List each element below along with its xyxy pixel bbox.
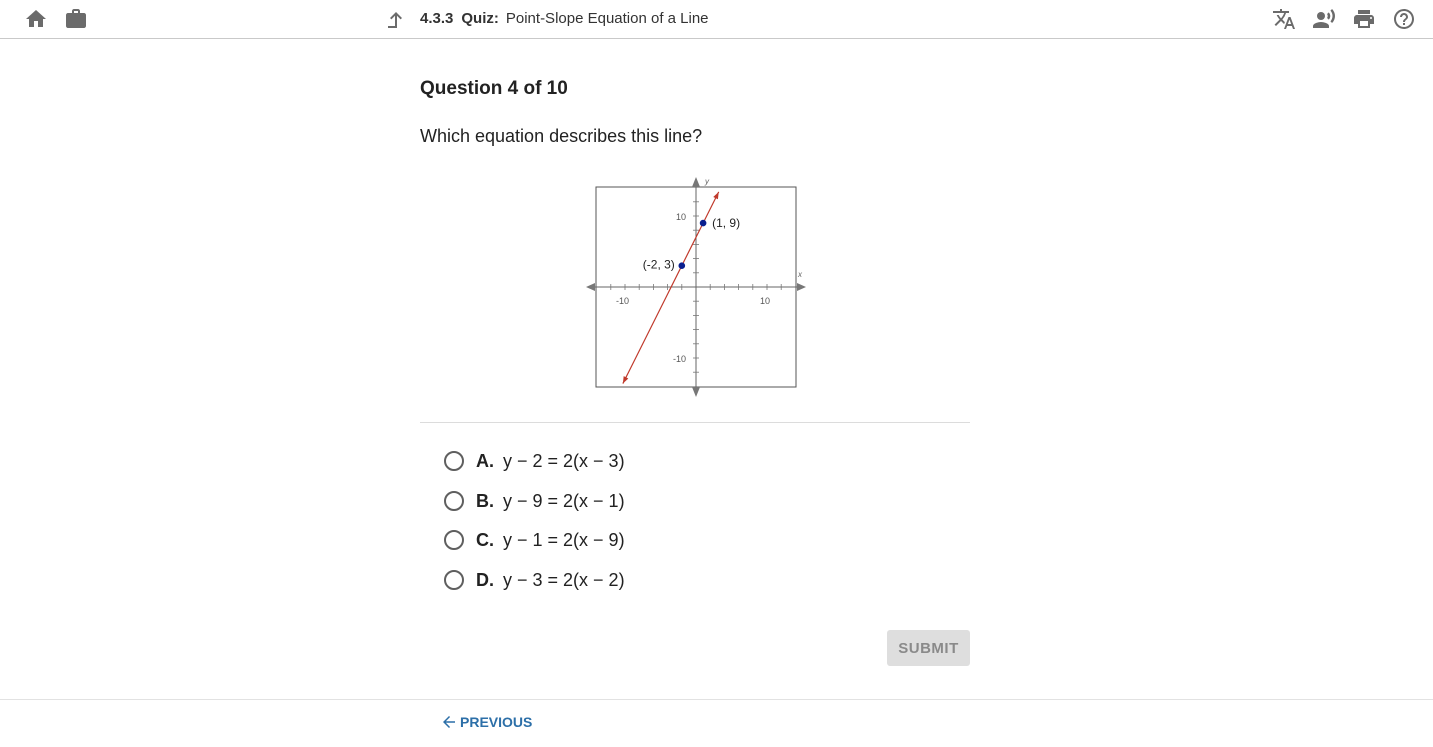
line-arrow-bottom bbox=[623, 376, 628, 383]
x-axis-arrow-right bbox=[797, 283, 806, 291]
radio-d[interactable] bbox=[444, 570, 464, 590]
return-arrow-icon[interactable] bbox=[384, 7, 408, 31]
read-aloud-icon[interactable] bbox=[1312, 7, 1336, 31]
radio-c[interactable] bbox=[444, 530, 464, 550]
y-axis-arrow-down bbox=[692, 387, 700, 397]
lesson-code: 4.3.3 bbox=[420, 10, 454, 27]
home-icon[interactable] bbox=[24, 7, 48, 31]
choice-d[interactable] bbox=[444, 565, 625, 595]
choice-b-equation: y − 9 = 2(x − 1) bbox=[503, 490, 625, 511]
question-prompt: Which equation describes this line? bbox=[420, 126, 703, 146]
line-arrow-top bbox=[713, 192, 718, 199]
y-axis-label: y bbox=[705, 177, 709, 186]
arrow-left-icon bbox=[440, 713, 458, 731]
choice-a-equation: y − 2 = 2(x − 3) bbox=[503, 450, 625, 471]
choice-c-equation: y − 1 = 2(x − 9) bbox=[503, 529, 625, 550]
submit-button[interactable]: SUBMIT bbox=[887, 630, 970, 666]
choice-a-letter: A. bbox=[476, 450, 494, 471]
choice-a[interactable] bbox=[444, 446, 625, 476]
previous-label: PREVIOUS bbox=[460, 714, 533, 730]
previous-button[interactable] bbox=[440, 713, 532, 731]
y-tick-label-neg10: -10 bbox=[673, 354, 687, 364]
question-number: Question 4 of 10 bbox=[420, 78, 568, 99]
print-icon[interactable] bbox=[1352, 7, 1376, 31]
help-icon[interactable] bbox=[1392, 7, 1416, 31]
quiz-title bbox=[420, 10, 709, 27]
x-tick-label-neg10: -10 bbox=[616, 296, 630, 306]
quiz-label: Quiz: bbox=[461, 10, 499, 27]
radio-b[interactable] bbox=[444, 491, 464, 511]
choice-c-letter: C. bbox=[476, 529, 494, 550]
choice-b-letter: B. bbox=[476, 490, 494, 511]
choice-b[interactable] bbox=[444, 486, 625, 516]
point-2-marker bbox=[679, 262, 686, 269]
point-2-label: (-2, 3) bbox=[642, 257, 675, 272]
x-tick-label-10: 10 bbox=[760, 296, 771, 306]
bottom-bar bbox=[0, 699, 1433, 747]
translate-icon[interactable] bbox=[1272, 7, 1296, 31]
point-1-label: (1, 9) bbox=[712, 216, 741, 231]
y-tick-label-10: 10 bbox=[676, 212, 687, 222]
choice-d-letter: D. bbox=[476, 569, 494, 590]
radio-a[interactable] bbox=[444, 451, 464, 471]
quiz-name: Point-Slope Equation of a Line bbox=[505, 10, 709, 27]
top-bar bbox=[0, 0, 1433, 39]
choice-d-equation: y − 3 = 2(x − 2) bbox=[503, 569, 625, 590]
choice-c[interactable] bbox=[444, 525, 625, 555]
coordinate-graph bbox=[580, 174, 810, 400]
divider bbox=[420, 422, 970, 423]
point-1-marker bbox=[700, 220, 707, 227]
x-axis-arrow-left bbox=[586, 283, 595, 291]
x-axis-label: x bbox=[798, 270, 802, 279]
briefcase-icon[interactable] bbox=[64, 7, 88, 31]
y-axis-arrow-up bbox=[692, 177, 700, 187]
